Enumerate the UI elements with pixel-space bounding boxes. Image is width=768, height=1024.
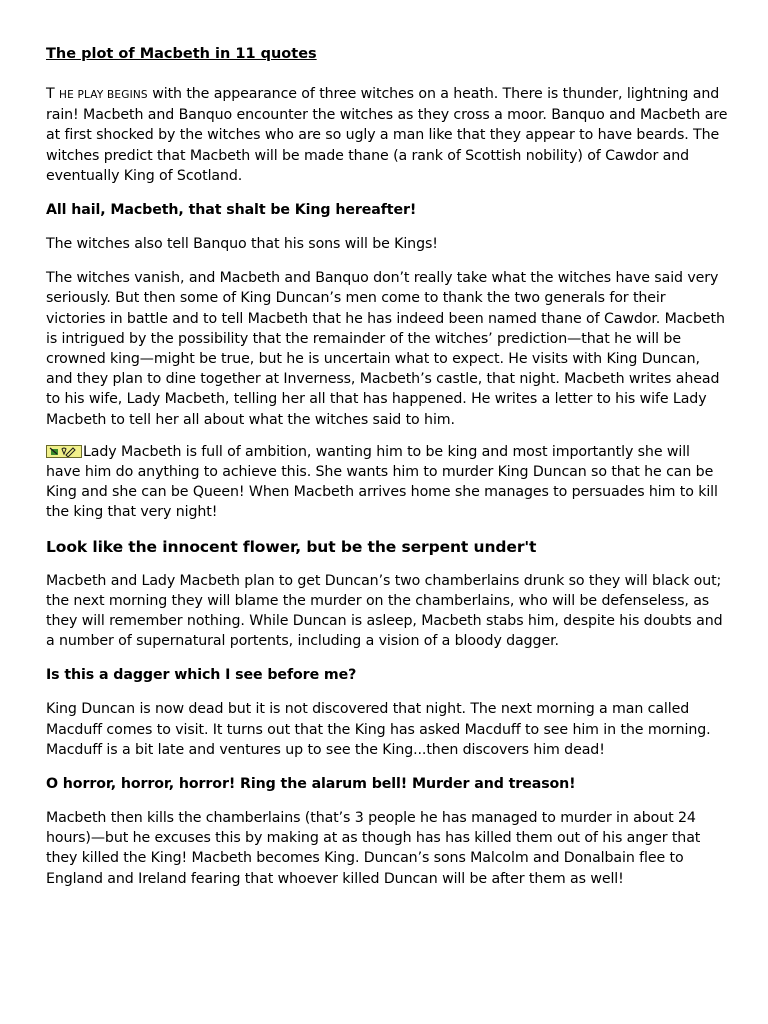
document-title: The plot of Macbeth in 11 quotes — [46, 46, 317, 62]
small-caps-lead: HE PLAY BEGINS — [59, 89, 148, 101]
body-paragraph-7: Macbeth then kills the chamberlains (that’s 3 people he has managed to murder in about 24 hours)—but he excuses this by making at as though has has killed them out of his anger that they killed the King! Macbeth becomes King. Duncan’s sons Malcolm and Donalbain flee to England and Ireland fearing that whoever killed Duncan will be after them as well! — [46, 810, 701, 887]
quote-heading-4: O horror, horror, horror! Ring the alarum bell! Murder and treason! — [46, 776, 576, 793]
quote-heading-2: Look like the innocent flower, but be the serpent under't — [46, 537, 537, 556]
body-paragraph-5: Macbeth and Lady Macbeth plan to get Duncan’s two chamberlains drunk so they will black out; the next morning they will blame the murder on the chamberlains, who will be defenseless, as they will remember nothing. While Duncan is asleep, Macbeth stabs him, despite his doubts and a number of supernatural portents, including a vision of a bloody dagger. — [46, 572, 723, 650]
body-paragraph-3: The witches vanish, and Macbeth and Banquo don’t really take what the witches have said very seriously. But then some of King Duncan’s men come to thank the two generals for their victories in battle and to tell Macbeth that he has indeed been named thane of Cawdor. Macbeth is intrigued by the possibility that the remainder of the witches’ prediction—that he will be crowned king—might be true, but he is uncertain what to expect. He visits with King Duncan, and they plan to dine together at Inverness, Macbeth’s castle, that night. Macbeth writes ahead to his wife, Lady Macbeth, telling her all that has happened. He writes a letter to his wife Lady Macbeth to tell her all about what the witches said to him. — [46, 270, 725, 428]
body-paragraph-4 — [46, 442, 728, 523]
intro-paragraph — [46, 84, 728, 186]
body-paragraph-2: The witches also tell Banquo that his sons will be Kings! — [46, 236, 438, 253]
link-pencil-icon — [46, 445, 82, 458]
drop-letter: T — [46, 86, 55, 102]
body-paragraph-6: King Duncan is now dead but it is not discovered that night. The next morning a man called Macduff comes to visit. It turns out that the King has asked Macduff to see him in the morning. Macduff is a bit late and ventures up to see the King...then discovers him dead! — [46, 701, 711, 758]
quote-heading-3: Is this a dagger which I see before me? — [46, 667, 357, 684]
quote-heading-1: All hail, Macbeth, that shalt be King hereafter! — [46, 202, 417, 219]
intro-text: with the appearance of three witches on a heath. There is thunder, lightning and rain! Macbeth and Banquo encounter the witches as they cross a moor. Banquo and Macbeth are at first shocked by the witches who are so ugly a man like that they appear to have beards. The witches predict that Macbeth will be made thane (a rank of Scottish nobility) of Cawdor and eventually King of Scotland. — [46, 86, 728, 184]
paragraph-4-text: Lady Macbeth is full of ambition, wanting him to be king and most importantly she will have him do anything to achieve this. She wants him to murder King Duncan so that he can be King and she can be Queen! When Macbeth arrives home she manages to persuades him to kill the king that very night! — [46, 443, 718, 521]
